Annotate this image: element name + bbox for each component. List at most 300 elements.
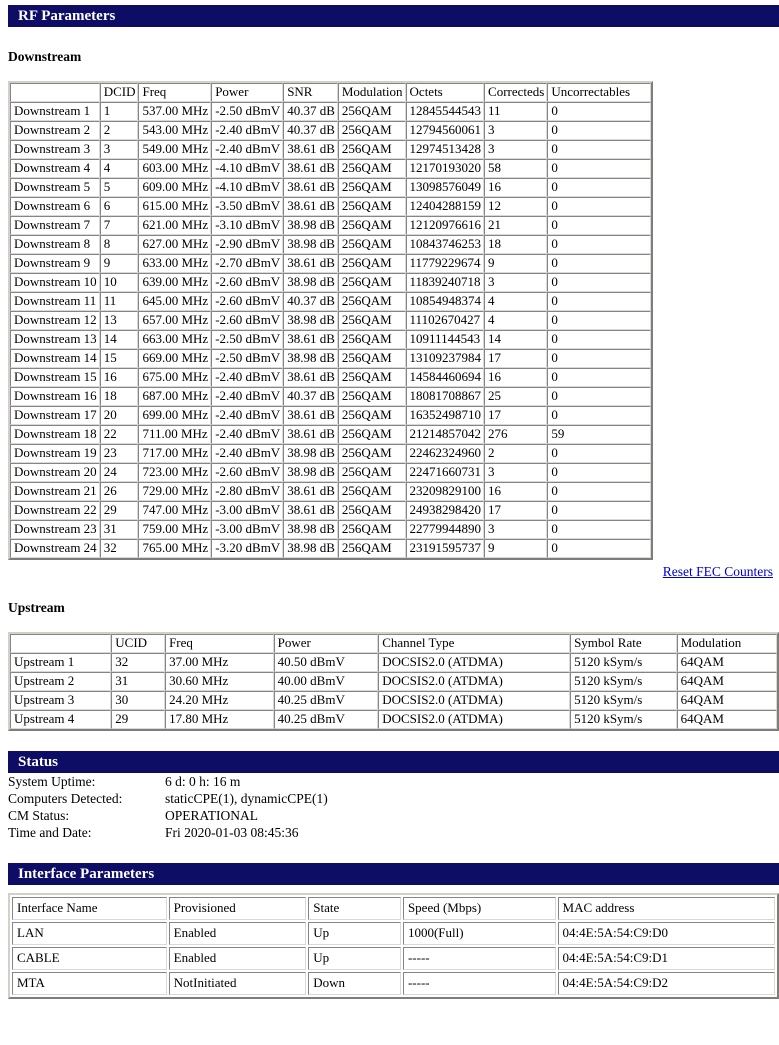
downstream-name: Downstream 19: [10, 444, 100, 463]
downstream-dcid: 1: [100, 102, 139, 121]
downstream-correcteds: 58: [484, 159, 547, 178]
table-row: [10, 159, 651, 178]
downstream-uncorrectables: 0: [547, 254, 651, 273]
table-row: [10, 691, 777, 710]
spacer: [0, 885, 779, 893]
downstream-modulation: 256QAM: [338, 349, 406, 368]
downstream-name: Downstream 5: [10, 178, 100, 197]
upstream-power: 40.50 dBmV: [274, 653, 379, 672]
status-value: Fri 2020-01-03 08:45:36: [165, 825, 299, 840]
downstream-snr: 38.98 dB: [283, 216, 338, 235]
downstream-power: -4.10 dBmV: [211, 178, 283, 197]
downstream-col-modulation: Modulation: [338, 83, 406, 102]
status-value: OPERATIONAL: [165, 808, 258, 823]
downstream-modulation: 256QAM: [338, 159, 406, 178]
downstream-snr: 38.61 dB: [283, 425, 338, 444]
downstream-modulation: 256QAM: [338, 102, 406, 121]
downstream-uncorrectables: 0: [547, 159, 651, 178]
downstream-modulation: 256QAM: [338, 463, 406, 482]
downstream-uncorrectables: 0: [547, 330, 651, 349]
upstream-power: 40.25 dBmV: [274, 710, 379, 729]
downstream-correcteds: 4: [484, 311, 547, 330]
table-row: [10, 710, 777, 729]
downstream-snr: 38.98 dB: [283, 520, 338, 539]
upstream-col-name: [10, 634, 111, 653]
downstream-octets: 12794560061: [406, 121, 485, 140]
downstream-dcid: 8: [100, 235, 139, 254]
table-row: [10, 406, 651, 425]
downstream-uncorrectables: 0: [547, 197, 651, 216]
downstream-freq: 627.00 MHz: [138, 235, 211, 254]
downstream-correcteds: 16: [484, 368, 547, 387]
downstream-modulation: 256QAM: [338, 520, 406, 539]
downstream-dcid: 20: [100, 406, 139, 425]
downstream-correcteds: 21: [484, 216, 547, 235]
upstream-heading: Upstream: [8, 600, 65, 615]
downstream-dcid: 7: [100, 216, 139, 235]
downstream-uncorrectables: 0: [547, 216, 651, 235]
downstream-freq: 729.00 MHz: [138, 482, 211, 501]
downstream-snr: 38.98 dB: [283, 311, 338, 330]
downstream-modulation: 256QAM: [338, 368, 406, 387]
downstream-body: [10, 102, 651, 558]
downstream-snr: 40.37 dB: [283, 387, 338, 406]
downstream-dcid: 24: [100, 463, 139, 482]
reset-fec-counters-link[interactable]: Reset FEC Counters: [662, 564, 773, 579]
downstream-power: -2.40 dBmV: [211, 368, 283, 387]
downstream-name: Downstream 14: [10, 349, 100, 368]
downstream-modulation: 256QAM: [338, 539, 406, 558]
downstream-snr: 38.61 dB: [283, 406, 338, 425]
downstream-modulation: 256QAM: [338, 235, 406, 254]
downstream-uncorrectables: 0: [547, 349, 651, 368]
downstream-freq: 633.00 MHz: [138, 254, 211, 273]
interface-mac: 04:4E:5A:54:C9:D2: [558, 972, 775, 995]
upstream-power: 40.25 dBmV: [274, 691, 379, 710]
interface-name: MTA: [12, 972, 167, 995]
upstream-col-channel-type: Channel Type: [378, 634, 570, 653]
table-row: [10, 121, 651, 140]
downstream-freq: 645.00 MHz: [138, 292, 211, 311]
downstream-freq: 669.00 MHz: [138, 349, 211, 368]
interface-speed: -----: [403, 972, 556, 995]
downstream-col-dcid: DCID: [100, 83, 139, 102]
downstream-dcid: 10: [100, 273, 139, 292]
downstream-modulation: 256QAM: [338, 387, 406, 406]
downstream-modulation: 256QAM: [338, 273, 406, 292]
downstream-name: Downstream 17: [10, 406, 100, 425]
table-row: [10, 292, 651, 311]
table-row: [10, 387, 651, 406]
downstream-freq: 699.00 MHz: [138, 406, 211, 425]
interface-mac: 04:4E:5A:54:C9:D1: [558, 947, 775, 970]
table-row: [10, 425, 651, 444]
downstream-power: -2.60 dBmV: [211, 463, 283, 482]
spacer: [0, 27, 779, 49]
downstream-correcteds: 14: [484, 330, 547, 349]
downstream-octets: 23209829100: [406, 482, 485, 501]
status-line: [8, 824, 779, 841]
downstream-correcteds: 12: [484, 197, 547, 216]
downstream-dcid: 16: [100, 368, 139, 387]
downstream-uncorrectables: 0: [547, 102, 651, 121]
table-row: [10, 330, 651, 349]
upstream-channel-type: DOCSIS2.0 (ATDMA): [378, 672, 570, 691]
downstream-dcid: 14: [100, 330, 139, 349]
downstream-power: -2.40 dBmV: [211, 406, 283, 425]
downstream-dcid: 23: [100, 444, 139, 463]
downstream-name: Downstream 13: [10, 330, 100, 349]
downstream-dcid: 31: [100, 520, 139, 539]
downstream-freq: 657.00 MHz: [138, 311, 211, 330]
downstream-name: Downstream 15: [10, 368, 100, 387]
downstream-dcid: 9: [100, 254, 139, 273]
downstream-snr: 38.61 dB: [283, 178, 338, 197]
downstream-octets: 16352498710: [406, 406, 485, 425]
downstream-power: -2.60 dBmV: [211, 311, 283, 330]
downstream-snr: 38.61 dB: [283, 140, 338, 159]
rf-parameters-header: RF Parameters: [8, 5, 779, 27]
interface-speed: -----: [403, 947, 556, 970]
downstream-snr: 38.98 dB: [283, 444, 338, 463]
status-value: 6 d: 0 h: 16 m: [165, 774, 241, 789]
interface-name: LAN: [12, 922, 167, 945]
downstream-freq: 687.00 MHz: [138, 387, 211, 406]
downstream-uncorrectables: 0: [547, 463, 651, 482]
spacer: [0, 731, 779, 751]
downstream-freq: 603.00 MHz: [138, 159, 211, 178]
downstream-dcid: 15: [100, 349, 139, 368]
interface-header-row: [12, 897, 775, 920]
downstream-power: -3.00 dBmV: [211, 520, 283, 539]
downstream-octets: 18081708867: [406, 387, 485, 406]
downstream-snr: 38.61 dB: [283, 501, 338, 520]
downstream-name: Downstream 7: [10, 216, 100, 235]
spacer: [0, 65, 779, 81]
downstream-name: Downstream 18: [10, 425, 100, 444]
downstream-uncorrectables: 0: [547, 311, 651, 330]
downstream-table: [8, 81, 653, 560]
upstream-channel-type: DOCSIS2.0 (ATDMA): [378, 653, 570, 672]
downstream-octets: 12404288159: [406, 197, 485, 216]
downstream-modulation: 256QAM: [338, 425, 406, 444]
status-label: System Uptime:: [8, 774, 96, 789]
interface-col-mac: MAC address: [558, 897, 775, 920]
interface-table: [8, 893, 779, 999]
spacer: [0, 616, 779, 632]
downstream-octets: 22471660731: [406, 463, 485, 482]
downstream-modulation: 256QAM: [338, 197, 406, 216]
upstream-channel-type: DOCSIS2.0 (ATDMA): [378, 710, 570, 729]
downstream-power: -2.60 dBmV: [211, 292, 283, 311]
downstream-uncorrectables: 0: [547, 520, 651, 539]
downstream-power: -2.40 dBmV: [211, 140, 283, 159]
downstream-uncorrectables: 0: [547, 368, 651, 387]
downstream-correcteds: 16: [484, 482, 547, 501]
downstream-snr: 40.37 dB: [283, 292, 338, 311]
downstream-uncorrectables: 0: [547, 292, 651, 311]
downstream-dcid: 13: [100, 311, 139, 330]
downstream-col-power: Power: [211, 83, 283, 102]
downstream-snr: 38.61 dB: [283, 197, 338, 216]
status-line: [8, 773, 779, 790]
table-row: [12, 947, 775, 970]
downstream-uncorrectables: 0: [547, 406, 651, 425]
downstream-snr: 40.37 dB: [283, 121, 338, 140]
downstream-power: -3.10 dBmV: [211, 216, 283, 235]
downstream-header-row: [10, 83, 651, 102]
downstream-freq: 663.00 MHz: [138, 330, 211, 349]
upstream-symbol-rate: 5120 kSym/s: [570, 691, 677, 710]
downstream-freq: 717.00 MHz: [138, 444, 211, 463]
downstream-octets: 22462324960: [406, 444, 485, 463]
downstream-name: Downstream 20: [10, 463, 100, 482]
downstream-col-uncorrectables: Uncorrectables: [547, 83, 651, 102]
downstream-snr: 38.98 dB: [283, 273, 338, 292]
downstream-power: -2.50 dBmV: [211, 349, 283, 368]
downstream-freq: 621.00 MHz: [138, 216, 211, 235]
downstream-correcteds: 17: [484, 349, 547, 368]
downstream-dcid: 3: [100, 140, 139, 159]
table-row: [10, 368, 651, 387]
table-row: [10, 216, 651, 235]
table-row: [10, 235, 651, 254]
downstream-power: -3.20 dBmV: [211, 539, 283, 558]
downstream-power: -2.40 dBmV: [211, 121, 283, 140]
downstream-col-freq: Freq: [138, 83, 211, 102]
downstream-name: Downstream 6: [10, 197, 100, 216]
downstream-uncorrectables: 0: [547, 121, 651, 140]
interface-provisioned: Enabled: [169, 922, 307, 945]
upstream-freq: 24.20 MHz: [165, 691, 274, 710]
interface-col-speed: Speed (Mbps): [403, 897, 556, 920]
downstream-power: -3.50 dBmV: [211, 197, 283, 216]
rf-parameters-page: [0, 5, 779, 999]
status-header: Status: [8, 751, 779, 773]
upstream-power: 40.00 dBmV: [274, 672, 379, 691]
status-line: [8, 807, 779, 824]
status-value: staticCPE(1), dynamicCPE(1): [165, 791, 328, 806]
downstream-name: Downstream 21: [10, 482, 100, 501]
downstream-freq: 615.00 MHz: [138, 197, 211, 216]
downstream-freq: 723.00 MHz: [138, 463, 211, 482]
downstream-snr: 38.61 dB: [283, 159, 338, 178]
downstream-heading: Downstream: [8, 49, 82, 64]
downstream-octets: 14584460694: [406, 368, 485, 387]
downstream-power: -2.40 dBmV: [211, 387, 283, 406]
downstream-modulation: 256QAM: [338, 178, 406, 197]
upstream-modulation: 64QAM: [677, 672, 777, 691]
upstream-name: Upstream 1: [10, 653, 111, 672]
downstream-modulation: 256QAM: [338, 311, 406, 330]
downstream-power: -2.80 dBmV: [211, 482, 283, 501]
upstream-freq: 30.60 MHz: [165, 672, 274, 691]
downstream-freq: 639.00 MHz: [138, 273, 211, 292]
downstream-dcid: 5: [100, 178, 139, 197]
downstream-octets: 13109237984: [406, 349, 485, 368]
downstream-octets: 13098576049: [406, 178, 485, 197]
interface-state: Up: [308, 947, 401, 970]
downstream-snr: 38.61 dB: [283, 482, 338, 501]
downstream-correcteds: 9: [484, 539, 547, 558]
interface-state: Down: [308, 972, 401, 995]
downstream-octets: 24938298420: [406, 501, 485, 520]
table-row: [10, 140, 651, 159]
downstream-name: Downstream 22: [10, 501, 100, 520]
interface-col-state: State: [308, 897, 401, 920]
upstream-symbol-rate: 5120 kSym/s: [570, 710, 677, 729]
upstream-ucid: 31: [111, 672, 165, 691]
downstream-dcid: 32: [100, 539, 139, 558]
downstream-power: -3.00 dBmV: [211, 501, 283, 520]
downstream-dcid: 2: [100, 121, 139, 140]
downstream-name: Downstream 10: [10, 273, 100, 292]
downstream-correcteds: 18: [484, 235, 547, 254]
downstream-octets: 11839240718: [406, 273, 485, 292]
table-row: [10, 178, 651, 197]
downstream-power: -4.10 dBmV: [211, 159, 283, 178]
downstream-uncorrectables: 0: [547, 273, 651, 292]
upstream-modulation: 64QAM: [677, 653, 777, 672]
downstream-dcid: 29: [100, 501, 139, 520]
spacer: [0, 841, 779, 863]
downstream-uncorrectables: 0: [547, 482, 651, 501]
downstream-snr: 38.98 dB: [283, 463, 338, 482]
downstream-freq: 609.00 MHz: [138, 178, 211, 197]
downstream-name: Downstream 2: [10, 121, 100, 140]
downstream-uncorrectables: 0: [547, 539, 651, 558]
downstream-name: Downstream 23: [10, 520, 100, 539]
downstream-power: -2.50 dBmV: [211, 330, 283, 349]
downstream-name: Downstream 3: [10, 140, 100, 159]
downstream-uncorrectables: 0: [547, 387, 651, 406]
downstream-freq: 711.00 MHz: [138, 425, 211, 444]
upstream-col-ucid: UCID: [111, 634, 165, 653]
downstream-name: Downstream 8: [10, 235, 100, 254]
downstream-power: -2.50 dBmV: [211, 102, 283, 121]
downstream-octets: 12120976616: [406, 216, 485, 235]
downstream-correcteds: 3: [484, 463, 547, 482]
downstream-uncorrectables: 59: [547, 425, 651, 444]
downstream-name: Downstream 1: [10, 102, 100, 121]
upstream-modulation: 64QAM: [677, 710, 777, 729]
downstream-octets: 10911144543: [406, 330, 485, 349]
downstream-snr: 38.61 dB: [283, 254, 338, 273]
table-row: [10, 254, 651, 273]
fec-link-row: [0, 564, 773, 580]
downstream-correcteds: 17: [484, 501, 547, 520]
downstream-correcteds: 276: [484, 425, 547, 444]
status-label: Time and Date:: [8, 825, 92, 840]
downstream-dcid: 26: [100, 482, 139, 501]
table-row: [12, 922, 775, 945]
downstream-name: Downstream 9: [10, 254, 100, 273]
downstream-power: -2.90 dBmV: [211, 235, 283, 254]
upstream-symbol-rate: 5120 kSym/s: [570, 653, 677, 672]
downstream-name: Downstream 16: [10, 387, 100, 406]
downstream-octets: 12974513428: [406, 140, 485, 159]
downstream-dcid: 4: [100, 159, 139, 178]
downstream-freq: 543.00 MHz: [138, 121, 211, 140]
downstream-dcid: 18: [100, 387, 139, 406]
downstream-uncorrectables: 0: [547, 178, 651, 197]
downstream-modulation: 256QAM: [338, 444, 406, 463]
downstream-octets: 11102670427: [406, 311, 485, 330]
upstream-name: Upstream 2: [10, 672, 111, 691]
downstream-octets: 11779229674: [406, 254, 485, 273]
upstream-name: Upstream 4: [10, 710, 111, 729]
downstream-name: Downstream 4: [10, 159, 100, 178]
downstream-modulation: 256QAM: [338, 501, 406, 520]
downstream-correcteds: 17: [484, 406, 547, 425]
upstream-freq: 17.80 MHz: [165, 710, 274, 729]
table-row: [10, 653, 777, 672]
downstream-octets: 10843746253: [406, 235, 485, 254]
downstream-name: Downstream 24: [10, 539, 100, 558]
downstream-correcteds: 16: [484, 178, 547, 197]
downstream-freq: 747.00 MHz: [138, 501, 211, 520]
downstream-correcteds: 3: [484, 121, 547, 140]
downstream-octets: 21214857042: [406, 425, 485, 444]
table-row: [10, 444, 651, 463]
interface-speed: 1000(Full): [403, 922, 556, 945]
downstream-uncorrectables: 0: [547, 235, 651, 254]
downstream-modulation: 256QAM: [338, 140, 406, 159]
downstream-correcteds: 2: [484, 444, 547, 463]
table-row: [10, 463, 651, 482]
interface-col-provisioned: Provisioned: [169, 897, 307, 920]
table-row: [12, 972, 775, 995]
downstream-octets: 12170193020: [406, 159, 485, 178]
upstream-col-symbol-rate: Symbol Rate: [570, 634, 677, 653]
downstream-octets: 10854948374: [406, 292, 485, 311]
downstream-modulation: 256QAM: [338, 482, 406, 501]
downstream-octets: 23191595737: [406, 539, 485, 558]
downstream-modulation: 256QAM: [338, 292, 406, 311]
interface-provisioned: Enabled: [169, 947, 307, 970]
interface-name: CABLE: [12, 947, 167, 970]
downstream-freq: 675.00 MHz: [138, 368, 211, 387]
downstream-modulation: 256QAM: [338, 406, 406, 425]
upstream-ucid: 30: [111, 691, 165, 710]
interface-provisioned: NotInitiated: [169, 972, 307, 995]
table-row: [10, 311, 651, 330]
downstream-freq: 549.00 MHz: [138, 140, 211, 159]
downstream-power: -2.70 dBmV: [211, 254, 283, 273]
downstream-dcid: 11: [100, 292, 139, 311]
downstream-power: -2.40 dBmV: [211, 425, 283, 444]
downstream-dcid: 6: [100, 197, 139, 216]
downstream-dcid: 22: [100, 425, 139, 444]
upstream-modulation: 64QAM: [677, 691, 777, 710]
interface-col-name: Interface Name: [12, 897, 167, 920]
table-row: [10, 273, 651, 292]
downstream-correcteds: 9: [484, 254, 547, 273]
downstream-correcteds: 3: [484, 140, 547, 159]
upstream-body: [10, 653, 777, 729]
upstream-ucid: 29: [111, 710, 165, 729]
downstream-uncorrectables: 0: [547, 140, 651, 159]
table-row: [10, 482, 651, 501]
downstream-col-correcteds: Correcteds: [484, 83, 547, 102]
spacer: [0, 580, 779, 600]
downstream-snr: 40.37 dB: [283, 102, 338, 121]
upstream-col-modulation: Modulation: [677, 634, 777, 653]
upstream-freq: 37.00 MHz: [165, 653, 274, 672]
status-label: CM Status:: [8, 808, 70, 823]
table-row: [10, 520, 651, 539]
downstream-snr: 38.98 dB: [283, 235, 338, 254]
